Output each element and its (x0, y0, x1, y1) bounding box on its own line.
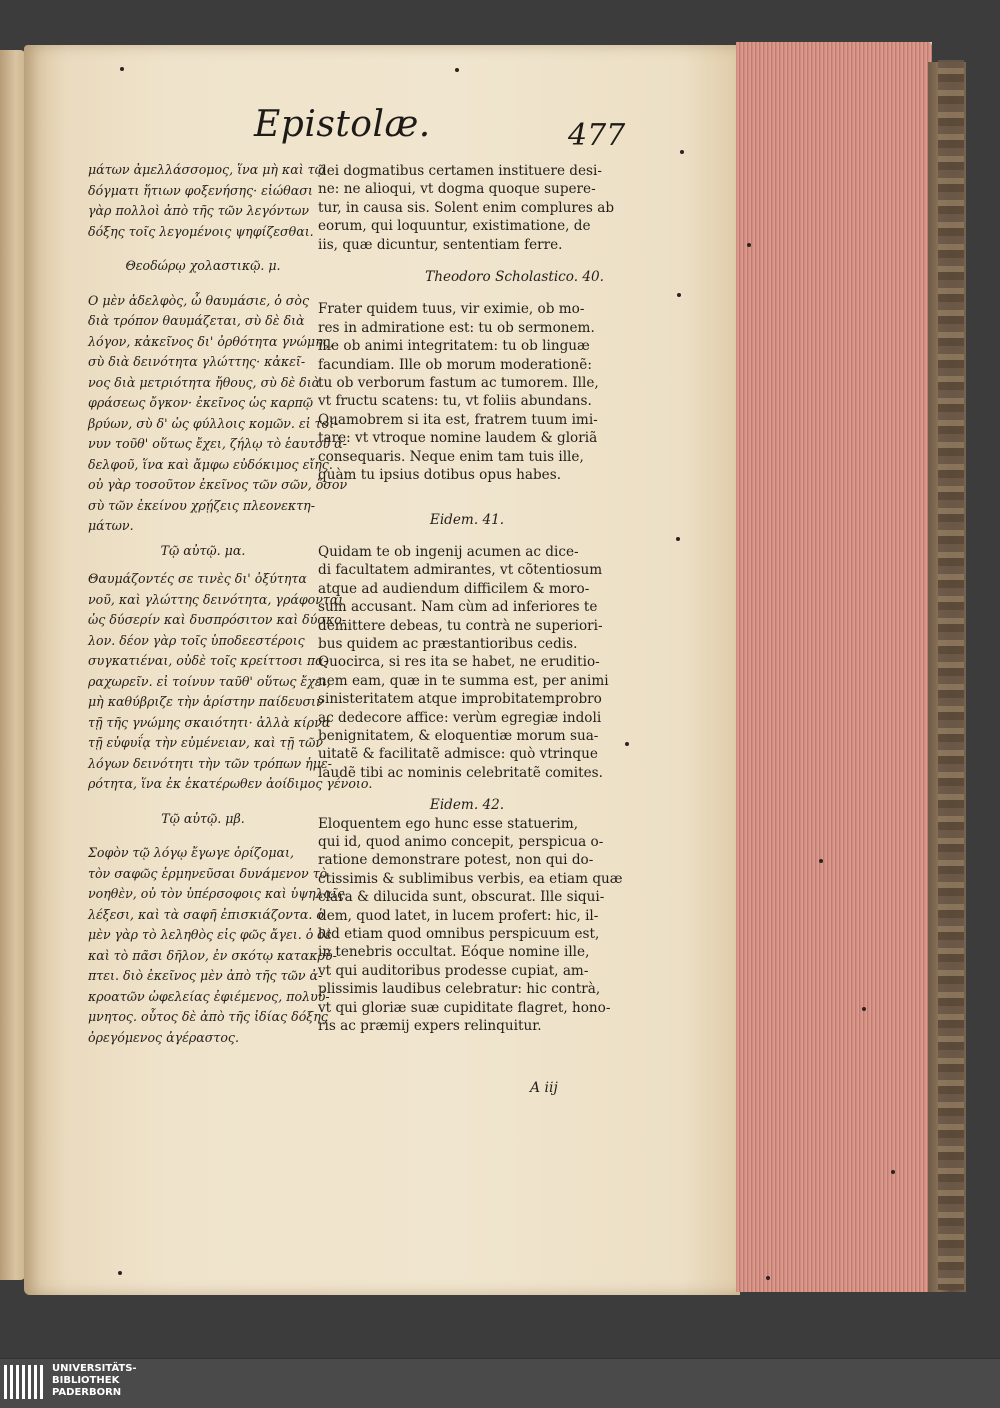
text-line: νοῦ, καὶ γλώττης δεινότητα, γράφονται (88, 591, 344, 607)
text-line: quàm tu ipsius dotibus opus habes. (318, 467, 562, 484)
text-line: βρύων, σὺ δ' ὡς φύλλοις κομῶν. εἰ τοί- (88, 415, 339, 431)
text-line: dei dogmatibus certamen instituere desi- (318, 163, 602, 179)
paper-speck (766, 1276, 770, 1280)
text-line: καὶ τὸ πᾶσι δῆλον, ἐν σκότῳ κατακρύ- (88, 947, 337, 963)
greek-heading-3: Τῷ αὐτῷ. μβ. (161, 810, 245, 826)
text-line: μὲν γὰρ τὸ λεληθὸς εἰς φῶς ἄγει. ὁ δὲ (88, 927, 332, 942)
text-line: demittere debeas, tu contrà ne superiori- (318, 617, 603, 634)
text-line: Quamobrem si ita est, fratrem tuum imi- (318, 411, 598, 428)
text-line: plissimis laudibus celebratur: hic contrà, (318, 981, 601, 998)
text-line: consequaris. Neque enim tam tuis ille, (318, 448, 584, 465)
text-line: τῇ εὐφυΐᾳ τὴν εὐμένειαν, καὶ τῇ τῶν (88, 735, 324, 750)
text-line: Eloquentem ego hunc esse statuerim, (318, 815, 579, 832)
left-page-edge (0, 50, 26, 1280)
library-logo-text (52, 1363, 137, 1399)
greek-block-1 (88, 160, 325, 242)
text-line: λον. δέον γὰρ τοῖς ὑποδεεστέροις (88, 632, 305, 648)
text-line: νος διὰ μετριότητα ἤθους, σὺ δὲ διὰ (88, 374, 321, 390)
text-line: tur, in causa sis. Solent enim complures ab (318, 199, 615, 216)
text-line: lud etiam quod omnibus perspicuum est, (318, 926, 600, 943)
text-line: λόγων δεινότητι τὴν τῶν τρόπων ἡμε- (88, 755, 332, 771)
text-line: vt fructu scatens: tu, vt foliis abundans. (318, 393, 592, 410)
text-line: τῇ τῆς γνώμης σκαιότητι· ἀλλὰ κίρνα (88, 714, 331, 730)
text-line: qui id, quod animo concepit, perspicua o- (318, 834, 604, 850)
latin-block-3 (318, 543, 616, 782)
greek-block-4 (88, 843, 345, 1048)
paper-speck (680, 150, 684, 154)
text-line: Θαυμάζοντές σε τινὲς δι' ὀξύτητα (88, 571, 307, 586)
text-line: σὺ διὰ δεινότητα γλώττης· κἀκεῖ- (88, 354, 306, 369)
latin-heading-2: Eidem. 41. (429, 511, 505, 528)
text-line: eorum, qui loquuntur, existimatione, de (318, 218, 591, 235)
text-line: iis, quæ dicuntur, sententiam ferre. (318, 236, 563, 253)
text-line: res in admiratione est: tu ob sermonem. (318, 319, 595, 336)
text-line: tu ob verborum fastum ac tumorem. Ille, (318, 375, 599, 392)
text-line: Quocirca, si res ita se habet, ne eruditio- (318, 654, 600, 671)
text-line: ρότητα, ἵνα ἐκ ἑκατέρωθεν ἀοίδιμος γένοιο. (88, 776, 373, 791)
page-edges-red (736, 42, 932, 1292)
text-line: συγκατιέναι, οὐδὲ τοῖς κρείττοσι πα- (88, 653, 328, 668)
latin-heading-1: Theodoro Scholastico. 40. (425, 269, 604, 286)
text-line: μάτων. (88, 518, 134, 533)
text-line: κροατῶν ὠφελείας ἐφιέμενος, πολυύ- (88, 988, 330, 1004)
text-line: μνητος. οὗτος δὲ ἀπὸ τῆς ἰδίας δόξης (88, 1009, 328, 1024)
latin-heading-3: Eidem. 42. (429, 797, 505, 814)
text-line: πτει. διὸ ἐκεῖνος μὲν ἀπὸ τῆς τῶν ἀ- (88, 968, 323, 983)
greek-block-2 (88, 291, 348, 537)
greek-heading-2: Τῷ αὐτῷ. μα. (160, 542, 246, 558)
text-line: ris ac præmij expers relinquitur. (318, 1018, 542, 1035)
text-line: Frater quidem tuus, vir eximie, ob mo- (318, 301, 585, 318)
paper-speck (819, 859, 823, 863)
text-line: clara & dilucida sunt, obscurat. Ille siqui- (318, 889, 605, 906)
text-line: νοηθὲν, οὐ τὸν ὑπέρσοφοις καὶ ὑψηλαῖς (88, 886, 345, 901)
text-line: οὐ γὰρ τοσοῦτον ἐκεῖνος τῶν σῶν, ὅσον (88, 477, 348, 492)
footer-bar (0, 1358, 1000, 1408)
text-line: Quidam te ob ingenij acumen ac dice- (318, 543, 579, 560)
latin-block-2 (318, 300, 616, 484)
paper-speck (455, 68, 459, 72)
text-line: φράσεως ὄγκον· ἐκεῖνος ὡς καρπῷ (88, 395, 314, 410)
text-line: διὰ τρόπον θαυμάζεται, σὺ δὲ διὰ (88, 313, 305, 328)
paper-speck (118, 1271, 122, 1275)
logo-line-3: PADERBORN (52, 1387, 122, 1398)
text-line: ὀρεγόμενος ἀγέραστος. (88, 1029, 239, 1045)
text-line: uitatẽ & facilitatẽ admisce: quò vtrinque (318, 746, 598, 763)
greek-heading-1: Θεοδώρῳ χολαστικῷ. μ. (125, 258, 281, 273)
text-line: sum accusant. Nam cùm ad inferiores te (318, 599, 598, 616)
text-line: sinisteritatem atque improbitatemprobro (318, 691, 602, 708)
text-line: vt qui auditoribus prodesse cupiat, am- (318, 962, 589, 979)
text-line: ne: ne alioqui, vt dogma quoque superе- (318, 181, 596, 198)
logo-line-2: BIBLIOTHEK (52, 1375, 120, 1386)
text-line: facundiam. Ille ob morum moderationẽ: (318, 356, 592, 373)
running-head: Epistolæ. (254, 104, 431, 145)
text-line: Ο μὲν ἀδελφὸς, ὦ θαυμάσιε, ὁ σὸς (88, 292, 310, 308)
text-line: δόξης τοῖς λεγομένοις ψηφίζεσθαι. (88, 223, 314, 239)
text-line: ac dedecore affice: verùm egregiæ indoli (318, 709, 602, 726)
text-line: benignitatem, & eloquentiæ morum sua- (318, 727, 599, 744)
text-line: γὰρ πολλοὶ ἀπὸ τῆς τῶν λεγόντων (88, 203, 310, 218)
text-line: nem eam, quæ in te summa est, per animi (318, 672, 609, 689)
greek-block-3 (88, 569, 373, 795)
text-line: atque ad audiendum difficilem & moro- (318, 580, 590, 597)
text-line: ille ob animi integritatem: tu ob linguæ (318, 338, 590, 355)
paper-speck (676, 537, 680, 541)
paper-speck (747, 243, 751, 247)
text-line: σὺ τῶν ἐκείνου χρῄζεις πλεονεκτη- (88, 497, 315, 513)
text-line: ραχωρεῖν. εἰ τοίνυν ταῦθ' οὕτως ἔχει, (88, 673, 331, 689)
text-line: di facultatem admirantes, vt cõtentiosum (318, 562, 603, 579)
paper-speck (677, 293, 681, 297)
text-line: in tenebris occultat. Eóque nomine ille, (318, 944, 590, 961)
text-line: δελφοῦ, ἵνα καὶ ἄμφω εὐδόκιμος εἴης. (88, 456, 333, 472)
latin-column (318, 162, 623, 1035)
paper-speck (891, 1170, 895, 1174)
paper-speck (120, 67, 124, 71)
text-line: vt qui gloriæ suæ cupiditate flagret, hono- (318, 999, 611, 1016)
text-line: laudẽ tibi ac nominis celebritatẽ comites. (318, 764, 603, 781)
text-line: ratione demonstrare potest, non qui do- (318, 852, 594, 869)
paper-speck (862, 1007, 866, 1011)
text-line: ὡς δύσερίν καὶ δυσπρόσιτον καὶ δύσκο- (88, 612, 347, 627)
text-line: μάτων ἀμελλάσσομος, ἵνα μὴ καὶ τῷ (88, 162, 325, 177)
latin-block-4 (318, 815, 623, 1036)
paper-speck (625, 742, 629, 746)
text-line: νυν τοῦθ' οὕτως ἔχει, ζήλῳ τὸ ἑαυτοῦ ἀ- (88, 436, 347, 451)
greek-column (88, 160, 373, 1048)
latin-block-1 (318, 162, 616, 254)
page-number: 477 (568, 118, 626, 153)
text-line: ctissimis & sublimibus verbis, ea etiam quæ (318, 870, 623, 887)
text-line: μὴ καθύβριζε τὴν ἀρίστην παίδευσιν (88, 694, 324, 709)
text-line: λέξεσι, καὶ τὰ σαφῆ ἐπισκιάζοντα. ὁ (88, 906, 325, 922)
marbled-cover-strip (938, 60, 964, 1290)
library-logo-icon (4, 1363, 48, 1401)
text-line: λόγον, κἀκεῖνος δι' ὀρθότητα γνώμης, (88, 333, 334, 349)
text-line: τὸν σαφῶς ἑρμηνεῦσαι δυνάμενον τὸ (88, 865, 328, 881)
text-line: Σοφὸν τῷ λόγῳ ἔγωγε ὁρίζομαι, (88, 845, 294, 860)
signature-mark: A iij (530, 1080, 558, 1096)
logo-line-1: UNIVERSITÄTS- (52, 1363, 137, 1374)
text-line: bus quidem ac præstantioribus cedis. (318, 635, 578, 652)
text-line: tare: vt vtroque nomine laudem & gloriã (318, 430, 598, 447)
text-line: dem, quod latet, in lucem profert: hic, il- (318, 907, 599, 924)
text-line: δόγματι ἥτιων φοξενήσης· εἰώθασι (88, 182, 313, 198)
